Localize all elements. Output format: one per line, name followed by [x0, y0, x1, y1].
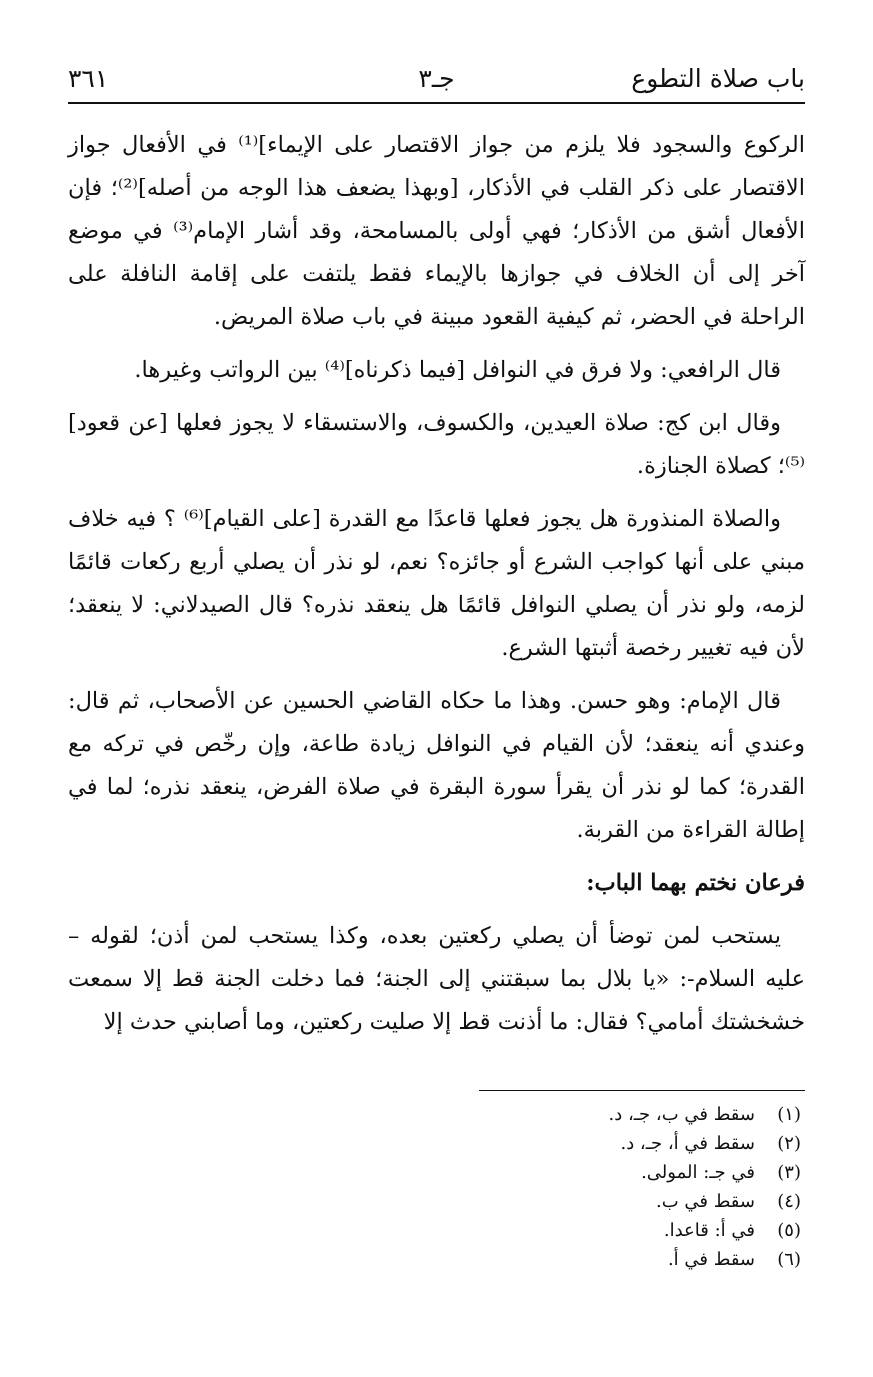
footnote-text: سقط في أ. — [667, 1249, 755, 1270]
footnote-text: في جـ: المولى. — [641, 1162, 755, 1183]
chapter-title: باب صلاة التطوع — [631, 64, 805, 93]
running-header — [68, 58, 805, 104]
main-text — [68, 124, 805, 1054]
footnote-text: سقط في أ، جـ، د. — [620, 1133, 755, 1154]
footnote-number: (١) — [777, 1104, 801, 1125]
footnote-item — [609, 1100, 801, 1129]
paragraph: الركوع والسجود فلا يلزم من جواز الاقتصار على الإيماء]⁽¹⁾ في الأفعال جواز الاقتصار على ذكر القلب في الأذكار، [وبهذا يضعف هذا الوجه من أصله]⁽²⁾؛ فإن الأفعال أشق من الأذكار؛ فهي أولى بالمسامحة، وقد أشار الإمام⁽³⁾ في موضع آخر إلى أن الخلاف في جوازها بالإيماء فقط يلتفت على إقامة النافلة على الراحلة في الحضر، ثم كيفية القعود مبينة في باب صلاة المريض. — [68, 132, 806, 330]
footnote-item — [609, 1129, 801, 1158]
paragraph: يستحب لمن توضأ أن يصلي ركعتين بعده، وكذا يستحب لمن أذن؛ لقوله – عليه السلام-: «يا بلال بما سبقتني إلى الجنة؛ فما دخلت الجنة قط إلا سمعت خشخشتك أمامي؟ فقال: ما أذنت قط إلا صليت ركعتين، وما أصابني حدث إلا — [68, 923, 805, 1035]
footnote-number: (٢) — [777, 1133, 801, 1154]
footnote-divider — [479, 1090, 805, 1091]
paragraph: قال الرافعي: ولا فرق في النوافل [فيما ذكرناه]⁽⁴⁾ بين الرواتب وغيرها. — [134, 357, 781, 383]
paragraph: قال الإمام: وهو حسن. وهذا ما حكاه القاضي الحسين عن الأصحاب، ثم قال: وعندي أنه ينعقد؛ لأن القيام في النوافل زيادة طاعة، وإن رخّص في تركه مع القدرة؛ كما لو نذر أن يقرأ سورة البقرة في صلاة الفرض، ينعقد نذره؛ لما في إطالة القراءة من القربة. — [68, 688, 805, 843]
footnote-number: (٣) — [777, 1162, 801, 1183]
footnote-text: سقط في ب. — [656, 1191, 755, 1212]
footnote-text: سقط في ب، جـ، د. — [608, 1104, 755, 1125]
footnote-item — [609, 1245, 801, 1274]
footnote-item — [609, 1216, 801, 1245]
footnote-item — [609, 1187, 801, 1216]
page-number: ٣٦١ — [68, 64, 109, 93]
footnote-text: في أ: قاعدا. — [663, 1220, 755, 1241]
footnote-number: (٥) — [777, 1220, 801, 1241]
footnote-number: (٦) — [777, 1249, 801, 1270]
paragraph: وقال ابن كج: صلاة العيدين، والكسوف، والاستسقاء لا يجوز فعلها [عن قعود]⁽⁵⁾؛ كصلاة الجنازة. — [68, 410, 805, 479]
footnote-number: (٤) — [777, 1191, 801, 1212]
section-heading: فرعان نختم بهما الباب: — [586, 870, 805, 896]
footnote-item — [609, 1158, 801, 1187]
volume-label: جـ٣ — [418, 64, 455, 93]
paragraph: والصلاة المنذورة هل يجوز فعلها قاعدًا مع القدرة [على القيام]⁽⁶⁾ ؟ فيه خلاف مبني على أنها كواجب الشرع أو جائزه؟ نعم، لو نذر أن يصلي أربع ركعات قائمًا لزمه، ولو نذر أن يصلي النوافل قائمًا هل ينعقد نذره؟ قال الصيدلاني: لا ينعقد؛ لأن فيه تغيير رخصة أثبتها الشرع. — [68, 506, 805, 661]
footnotes-list — [609, 1100, 801, 1274]
